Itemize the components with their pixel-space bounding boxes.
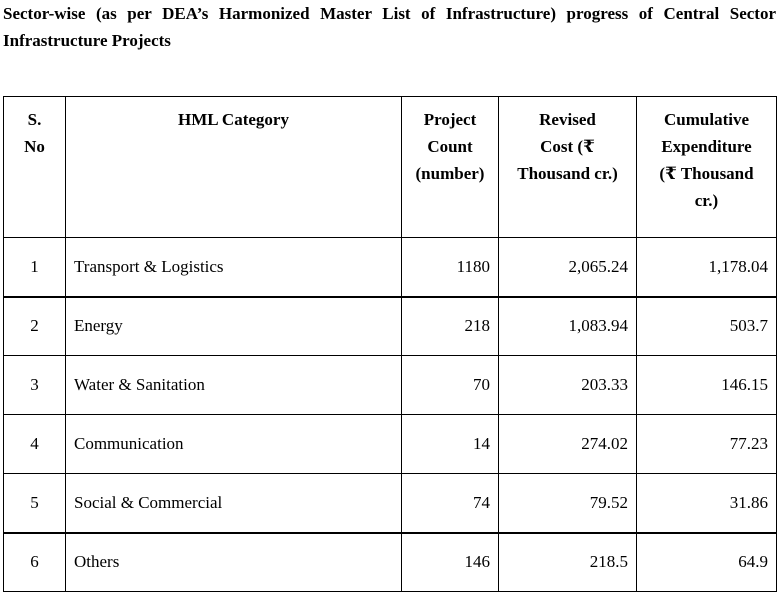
header-revised-cost: Revised Cost (₹ Thousand cr.) <box>499 97 637 238</box>
cell-category: Transport & Logistics <box>66 238 402 297</box>
cell-project-count: 218 <box>402 297 499 356</box>
cell-category: Communication <box>66 415 402 474</box>
cell-sno: 5 <box>4 474 66 533</box>
table-row <box>4 356 777 415</box>
cell-project-count: 1180 <box>402 238 499 297</box>
cell-revised-cost: 2,065.24 <box>499 238 637 297</box>
cell-revised-cost: 203.33 <box>499 356 637 415</box>
cell-revised-cost: 274.02 <box>499 415 637 474</box>
cell-sno: 1 <box>4 238 66 297</box>
cell-project-count: 74 <box>402 474 499 533</box>
infrastructure-progress-table <box>3 96 777 592</box>
table-row <box>4 415 777 474</box>
header-category: HML Category <box>66 97 402 238</box>
cell-project-count: 70 <box>402 356 499 415</box>
cell-cumulative-expenditure: 31.86 <box>637 474 777 533</box>
cell-cumulative-expenditure: 64.9 <box>637 533 777 592</box>
cell-category: Energy <box>66 297 402 356</box>
cell-sno: 3 <box>4 356 66 415</box>
cell-project-count: 14 <box>402 415 499 474</box>
table-row <box>4 474 777 533</box>
cell-cumulative-expenditure: 146.15 <box>637 356 777 415</box>
cell-cumulative-expenditure: 503.7 <box>637 297 777 356</box>
document-title: Sector-wise (as per DEA’s Harmonized Master List of Infrastructure) progress of Central Sector Infrastructure Projects <box>3 4 776 50</box>
cell-cumulative-expenditure: 1,178.04 <box>637 238 777 297</box>
cell-category: Water & Sanitation <box>66 356 402 415</box>
cell-category: Social & Commercial <box>66 474 402 533</box>
cell-revised-cost: 79.52 <box>499 474 637 533</box>
table-header-row <box>4 97 777 238</box>
cell-sno: 6 <box>4 533 66 592</box>
table-row <box>4 238 777 297</box>
cell-revised-cost: 218.5 <box>499 533 637 592</box>
cell-category: Others <box>66 533 402 592</box>
header-cumulative-expenditure: Cumulative Expenditure (₹ Thousand cr.) <box>637 97 777 238</box>
cell-sno: 2 <box>4 297 66 356</box>
cell-project-count: 146 <box>402 533 499 592</box>
header-sno: S. No <box>4 97 66 238</box>
cell-cumulative-expenditure: 77.23 <box>637 415 777 474</box>
table-row <box>4 533 777 592</box>
table-row <box>4 297 777 356</box>
header-project-count: Project Count (number) <box>402 97 499 238</box>
cell-revised-cost: 1,083.94 <box>499 297 637 356</box>
cell-sno: 4 <box>4 415 66 474</box>
